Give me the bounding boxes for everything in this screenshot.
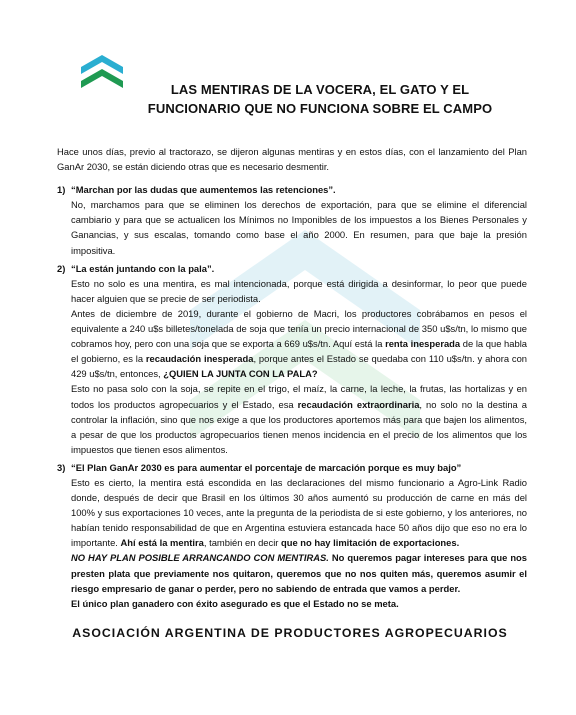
section-3-paragraph-2 bbox=[57, 550, 527, 595]
bold-text: que no hay limitación de exportaciones. bbox=[281, 537, 460, 549]
bold-italic-text: NO HAY PLAN POSIBLE ARRANCANDO CON MENTIRAS. bbox=[71, 552, 329, 564]
text-run: Esto es cierto, la mentira está escondida en las declaraciones del mismo funcionario a Agro-Link Radio donde, después de decir que Brasil en los últimos 30 años aumentó su producción de carne en más del 100% y sus exportaciones 10 veces, ante la pregunta de la periodista de si este gobierno, y los anteriores, no habían tenido responsabilidad de que en Argentina estuviera estancada hace 50 años dijo que eso no era lo importante. bbox=[71, 476, 527, 549]
chevron-logo-icon bbox=[79, 54, 125, 90]
bold-text: renta inesperada bbox=[385, 338, 461, 350]
section-1-heading bbox=[57, 182, 527, 197]
section-3-paragraph-1 bbox=[57, 475, 527, 550]
text-run: Esto no pasa solo con la soja, se repite en el trigo, el maíz, la carne, la leche, la frutas, las hortalizas y en todos los productos agropecuarios y el Estado, esa bbox=[71, 383, 527, 410]
document-body bbox=[57, 144, 527, 611]
section-2-paragraph-2 bbox=[57, 306, 527, 381]
section-3-paragraph-3: El único plan ganadero con éxito asegurado es que el Estado no se meta. bbox=[71, 597, 399, 609]
section-2-paragraph-1: Esto no solo es una mentira, es mal intencionada, porque está dirigida a desinformar, lo peor que puede hacer alguien que se precie de ser periodista. bbox=[71, 277, 527, 304]
text-run: , también en decir bbox=[203, 537, 282, 549]
bold-text: Ahí está la mentira bbox=[120, 537, 204, 549]
intro-paragraph: Hace unos días, previo al tractorazo, se dijeron algunas mentiras y en estos días, con el lanzamiento del Plan GanAr 2030, se están diciendo otras que es necesario desmentir. bbox=[57, 146, 527, 173]
section-2-paragraph-3 bbox=[57, 381, 527, 456]
text-run: , no solo no la destina a controlar la inflación, sino que nos exige a que los productores aportemos más para que bajen los alimentos, a pesar de que los productos agropecuarios tienen menos incidencia en el precio de los alimentos que los impuestos que tienen esos alimentos. bbox=[71, 398, 527, 455]
section-3-number: 3) bbox=[57, 461, 66, 473]
bold-text: recaudación inesperada bbox=[145, 353, 254, 365]
section-1-title: “Marchan por las dudas que aumentemos las retenciones”. bbox=[71, 184, 336, 196]
bold-text: ¿QUIEN LA JUNTA CON LA PALA? bbox=[163, 368, 318, 380]
organization-footer: ASOCIACIÓN ARGENTINA DE PRODUCTORES AGROPECUARIOS bbox=[72, 626, 508, 640]
text-run: de la que habla el gobierno, es la bbox=[71, 338, 527, 365]
bold-text: No queremos pagar intereses para que nos presten plata que previamente nos quitaron, queremos que no nos quiten más, queremos asumir el riesgo empresario de ganar o perder, pero no sabiendo de entrada que vamos a perder. bbox=[71, 552, 527, 594]
bold-text: recaudación extraordinaria bbox=[297, 398, 420, 410]
title-line-2: FUNCIONARIO QUE NO FUNCIONA SOBRE EL CAMPO bbox=[147, 101, 493, 116]
section-2-number: 2) bbox=[57, 262, 66, 274]
section-2-heading bbox=[57, 261, 527, 276]
section-2-title: “La están juntando con la pala”. bbox=[71, 262, 215, 274]
text-run: Antes de diciembre de 2019, durante el gobierno de Macri, los productores cobrábamos en pesos el equivalente a 240 u$s billetes/tonelada de soja que tenía un precio internacional de 350 u$s/tn, lo mismo que cobramos hoy, pero con una soja que se exporta a 669 u$s/tn. Aquí está la bbox=[71, 307, 527, 350]
title-line-1: LAS MENTIRAS DE LA VOCERA, EL GATO Y EL bbox=[170, 82, 470, 97]
section-1-number: 1) bbox=[57, 184, 66, 196]
section-1-text: No, marchamos para que se eliminen los derechos de exportación, para que se elimine el diferencial cambiario y para que se actualicen los Mínimos no Imponibles de los impuestos a los Bienes Personales y Ganancias, y sus escalas, tomando como base el año 2000. En resumen, para que baje la presión impositiva. bbox=[71, 199, 527, 256]
text-run: , porque antes el Estado se quedaba con 110 u$s/tn. y ahora con 429 u$s/tn, entonces, bbox=[71, 353, 527, 380]
section-3-heading bbox=[57, 460, 527, 475]
document-title bbox=[140, 80, 500, 118]
section-3-title: “El Plan GanAr 2030 es para aumentar el porcentaje de marcación porque es muy bajo” bbox=[71, 461, 462, 473]
